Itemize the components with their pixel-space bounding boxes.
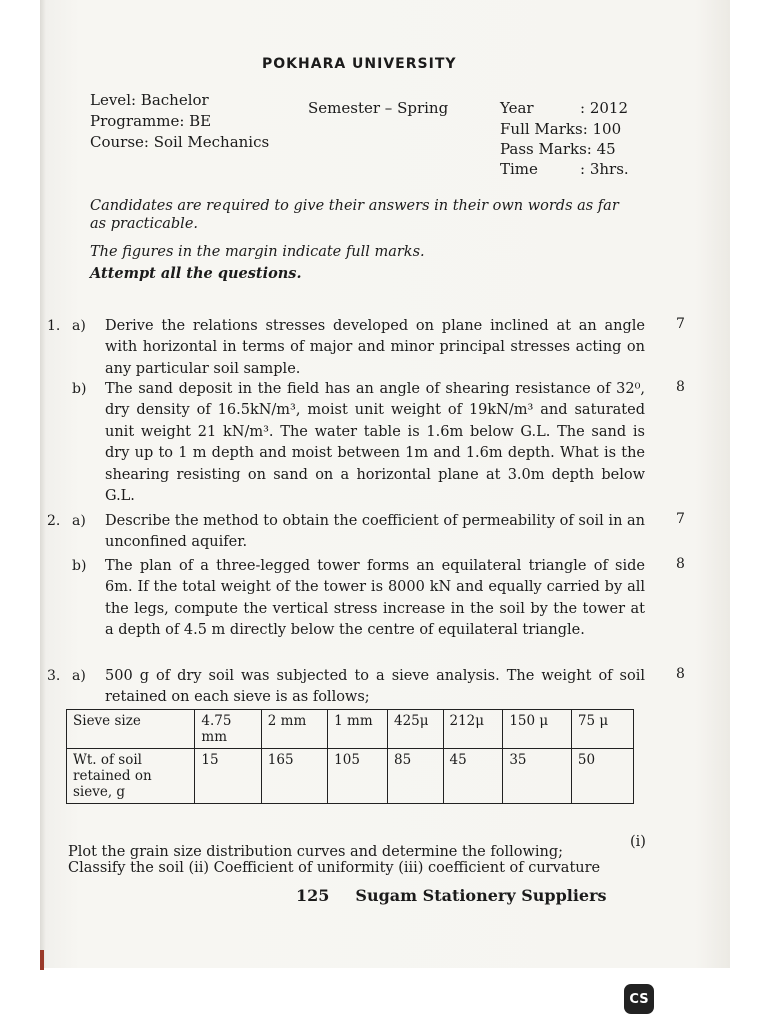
question-2b-label: b) [72,558,87,574]
question-2a-text: Describe the method to obtain the coefficient of permeability of soil in an unconfined aquifer. [105,513,645,551]
table-cell: 105 [328,749,388,804]
question-1b-text: The sand deposit in the field has an angle of shearing resistance of 32⁰, dry density of 16.5kN/m³, moist unit weight of 19kN/m³ and saturated unit weight 21 kN/m³. The water table is 1.6m below G.L. The sand is dry up to 1 m depth and moist between 1m and 1.6m depth. What is the shearing resisting on sand on a horizontal plane at 3.0m depth below G.L. [105,381,645,505]
table-cell: Sieve size [67,710,195,749]
table-cell: 150 μ [503,710,572,749]
question-3a-label: a) [72,668,86,684]
instruction-line-1: Candidates are required to give their answers in their own words as far [90,198,619,214]
table-row [67,710,634,749]
question-2b-text: The plan of a three-legged tower forms an equilateral triangle of side 6m. If the total weight of the tower is 8000 kN and equally carried by all the legs, compute the vertical stress increase in the soil by the tower at a depth of 4.5 m directly below the centre of equilateral triangle. [105,558,645,639]
table-cell: 165 [261,749,327,804]
table-cell: 75 μ [571,710,633,749]
question-1a-marks: 7 [676,316,685,332]
table-row [67,749,634,804]
page-footer [296,886,633,905]
page-number: 125 [296,886,330,905]
question-3-instruction-line-2: Classify the soil (ii) Coefficient of uniformity (iii) coefficient of curvature [68,860,601,876]
instruction-line-4: Attempt all the questions. [90,265,302,282]
programme-label: Programme: BE [90,112,212,130]
year-label: Year [500,99,534,117]
question-3-instruction-line-1: Plot the grain size distribution curves and determine the following; [68,844,564,860]
question-2a-label: a) [72,513,86,529]
table-cell: 45 [443,749,503,804]
table-cell: 50 [571,749,633,804]
publisher-name: Sugam Stationery Suppliers [355,886,607,905]
camscanner-logo-icon: CS [624,984,654,1014]
question-number-1: 1. [47,318,61,334]
question-2a-marks: 7 [676,511,685,527]
full-marks: Full Marks: 100 [500,120,622,138]
university-title: POKHARA UNIVERSITY [262,56,457,72]
table-cell: 35 [503,749,572,804]
semester-label: Semester – Spring [308,99,449,117]
table-cell: 15 [195,749,261,804]
question-1a-text: Derive the relations stresses developed on plane inclined at an angle with horizontal in terms of major and minor principal stresses acting on any particular soil sample. [105,318,645,377]
question-1b-marks: 8 [676,379,685,395]
question-3-instruction-item-i: (i) [630,834,646,850]
sieve-analysis-table [66,709,634,804]
question-number-3: 3. [47,668,61,684]
table-cell: 1 mm [328,710,388,749]
question-1a-label: a) [72,318,86,334]
question-3a-text: 500 g of dry soil was subjected to a sieve analysis. The weight of soil retained on each sieve is as follows; [105,668,645,706]
table-cell: 212μ [443,710,503,749]
course-label: Course: Soil Mechanics [90,133,270,151]
level-label: Level: Bachelor [90,91,209,109]
time-value: : 3hrs. [580,160,629,178]
year-value: : 2012 [580,99,628,117]
question-number-2: 2. [47,513,61,529]
table-cell: 85 [388,749,444,804]
page-edge-mark [40,950,44,970]
table-cell: Wt. of soil retained on sieve, g [67,749,195,804]
time-label: Time [500,160,538,178]
table-cell: 2 mm [261,710,327,749]
instruction-line-3: The figures in the margin indicate full marks. [90,244,425,260]
table-cell: 4.75 mm [195,710,261,749]
instruction-line-2: as practicable. [90,216,199,232]
question-1b-label: b) [72,381,87,397]
table-cell: 425μ [388,710,444,749]
question-2b-marks: 8 [676,556,685,572]
question-3a-marks: 8 [676,666,685,682]
pass-marks: Pass Marks: 45 [500,140,616,158]
